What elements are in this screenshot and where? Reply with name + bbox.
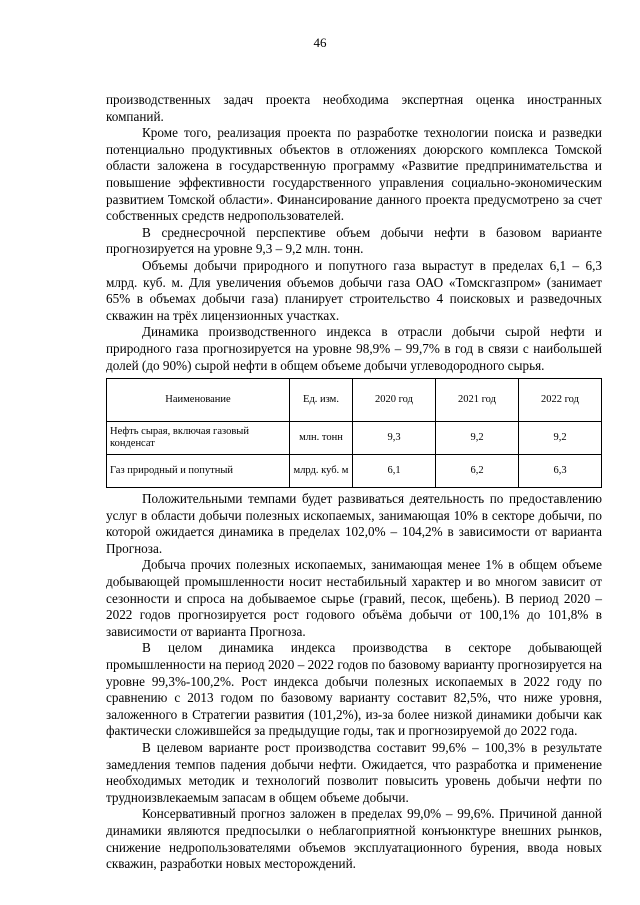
cell-2020: 6,1 [353,455,436,488]
cell-unit: млн. тонн [290,422,353,455]
cell-2021: 6,2 [436,455,519,488]
paragraph-overall-dynamics: В целом динамика индекса производства в секторе добывающей промышленности на период 2020 – 2022 годов по базовому варианту прогнозируется на уровне 99,3%-100,2%. Рост индекса добычи полезных ископаемых в 2022 году по сравнению с 2013 годом по базовому варианту составит 82,5%, что ниже уровня, заложенного в Стратегии развития (101,2%), из-за более низкой динамики добычи как фактически сложившейся за предыдущие годы, так и прогнозируемой до 2022 года. [106,640,602,739]
table-row [107,422,602,455]
cell-name: Газ природный и попутный [107,455,290,488]
header-name: Наименование [107,379,290,422]
header-2022: 2022 год [519,379,602,422]
paragraph-oil-volume: В среднесрочной перспективе объем добычи нефти в базовом варианте прогнозируется на уровне 9,3 – 9,2 млн. тонн. [106,224,602,257]
production-forecast-table [106,378,602,488]
paragraph-deep-exploration-project: Кроме того, реализация проекта по разработке технологии поиска и разведки потенциально продуктивных объектов в отложениях доюрского комплекса Томской области заложена в государственную программу «Развитие предпринимательства и повышение эффективности государственного управления социально-экономическим развитием Томской области». Финансирование данного проекта предусмотрено за счет собственных средств недропользователей. [106,125,602,224]
cell-name: Нефть сырая, включая газовый конденсат [107,422,290,455]
document-body [106,92,602,873]
header-unit: Ед. изм. [290,379,353,422]
header-2021: 2021 год [436,379,519,422]
table-row [107,455,602,488]
paragraph-other-minerals: Добыча прочих полезных ископаемых, занимающая менее 1% в общем объеме добывающей промышленности носит нестабильный характер и во многом зависит от сезонности и спроса на добываемое сырье (гравий, песок, щебень). В период 2020 – 2022 годов прогнозируется рост годового объёма добычи от 100,1% до 101,8% в зависимости от варианта Прогноза. [106,557,602,639]
page-number: 46 [313,35,327,50]
cell-2021: 9,2 [436,422,519,455]
paragraph-continuation: производственных задач проекта необходима экспертная оценка иностранных компаний. [106,92,602,124]
paragraph-services: Положительными темпами будет развиваться деятельность по предоставлению услуг в области добычи полезных ископаемых, занимающая 10% в секторе добычи, по которой ожидается динамика в пределах 102,0% – 104,2% в зависимости от варианта Прогноза. [106,491,602,556]
header-2020: 2020 год [353,379,436,422]
cell-unit: млрд. куб. м [290,455,353,488]
paragraph-gas-volume: Объемы добычи природного и попутного газа вырастут в пределах 6,1 – 6,3 млрд. куб. м. Для увеличения объемов добычи газа ОАО «Томскгазпром» (занимает 65% в объемах добычи газа) планирует строительство 4 поисковых и разведочных скважин на трёх лицензионных участках. [106,257,602,323]
cell-2020: 9,3 [353,422,436,455]
table-header-row [107,379,602,422]
cell-2022: 6,3 [519,455,602,488]
paragraph-target-scenario: В целевом варианте рост производства составит 99,6% – 100,3% в результате замедления темпов падения добычи нефти. Ожидается, что разработка и применение необходимых методик и технологий позволит повысить уровень добычи нефти по трудноизвлекаемым запасам в общем объеме добычи. [106,740,602,805]
paragraph-production-index: Динамика производственного индекса в отрасли добычи сырой нефти и природного газа прогнозируется на уровне 98,9% – 99,7% в год в связи с наибольшей долей (до 90%) сырой нефти в общем объеме добычи углеводородного сырья. [106,324,602,373]
cell-2022: 9,2 [519,422,602,455]
paragraph-conservative-scenario: Консервативный прогноз заложен в пределах 99,0% – 99,6%. Причиной данной динамики являются предпосылки о неблагоприятной конъюнктуре внешних рынков, снижение недропользователями объемов эксплуатационного бурения, ввода новых скважин, разработки новых месторождений. [106,806,602,872]
